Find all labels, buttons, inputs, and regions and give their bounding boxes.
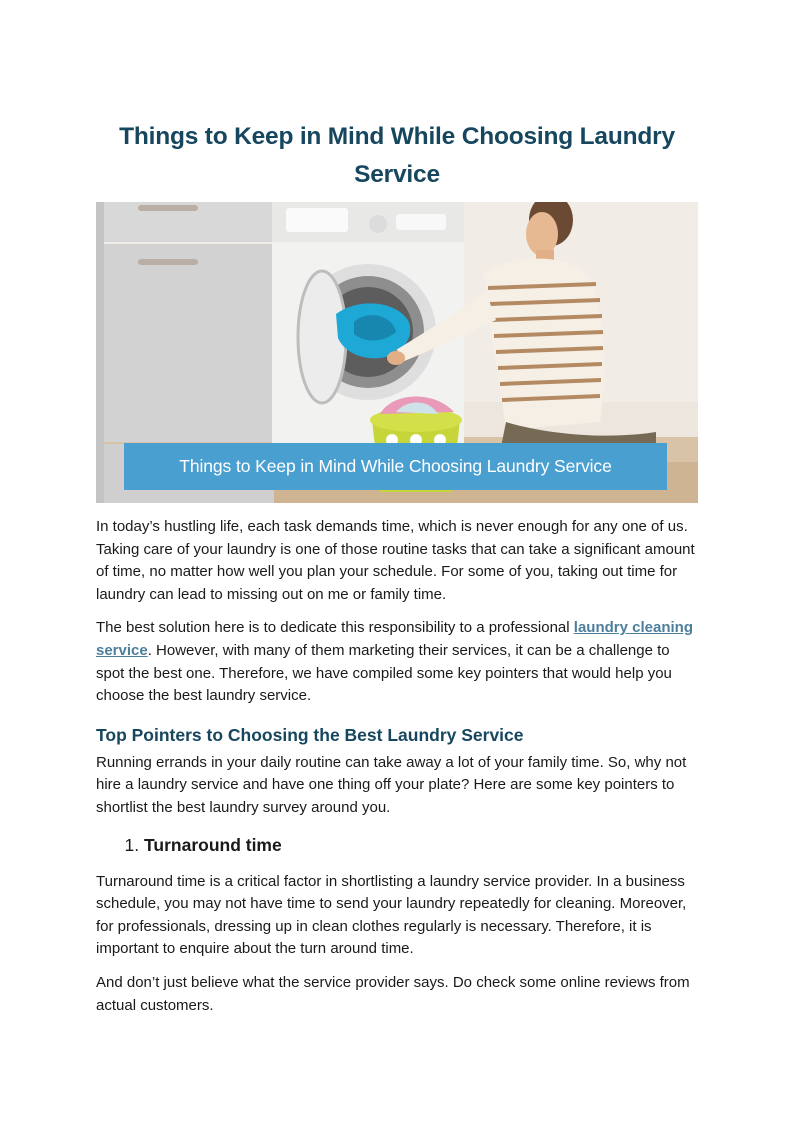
intro-paragraph-2-end: . However, with many of them marketing their services, it can be a challenge to spot the best one. Therefore, we have compiled some key pointers that would help you choose the best laundry service. — [96, 641, 672, 705]
hero-banner: Things to Keep in Mind While Choosing Laundry Service — [124, 443, 667, 490]
turnaround-paragraph-2: And don’t just believe what the service provider says. Do check some online reviews from actual customers. — [96, 973, 690, 1014]
section-paragraph: Running errands in your daily routine can take away a lot of your family time. So, why not hire a laundry service and have one thing off your plate? Here are some key pointers to shortlist the best laundry survey around you. — [96, 753, 687, 816]
list-item — [144, 833, 698, 857]
pointers-list — [96, 833, 698, 857]
point-label-turnaround-time: Turnaround time — [144, 834, 282, 855]
section-heading: Top Pointers to Choosing the Best Laundry Service — [96, 724, 524, 745]
intro-paragraph-2-start: The best solution here is to dedicate this responsibility to a professional — [96, 619, 574, 637]
page-title: Things to Keep in Mind While Choosing Laundry Service — [119, 123, 675, 188]
intro-paragraph-1: In today’s hustling life, each task demands time, which is never enough for any one of us. Taking care of your laundry is one of those routine tasks that can take a significant amount of time, no matter how well you plan your schedule. For some of you, taking out time for laundry can lead to missing out on me or family time. — [96, 518, 695, 603]
hero-image — [96, 202, 698, 503]
article — [96, 118, 698, 1017]
intro-paragraph-2 — [96, 617, 698, 707]
turnaround-paragraph-1: Turnaround time is a critical factor in shortlisting a laundry service provider. In a business schedule, you may not have time to send your laundry repeatedly for cleaning. Moreover, for professionals, dressing up in clean clothes regularly is necessary. Therefore, it is important to enquire about the turn around time. — [96, 872, 687, 958]
laundry-cleaning-service-link[interactable]: laundry cleaning service — [96, 619, 693, 659]
